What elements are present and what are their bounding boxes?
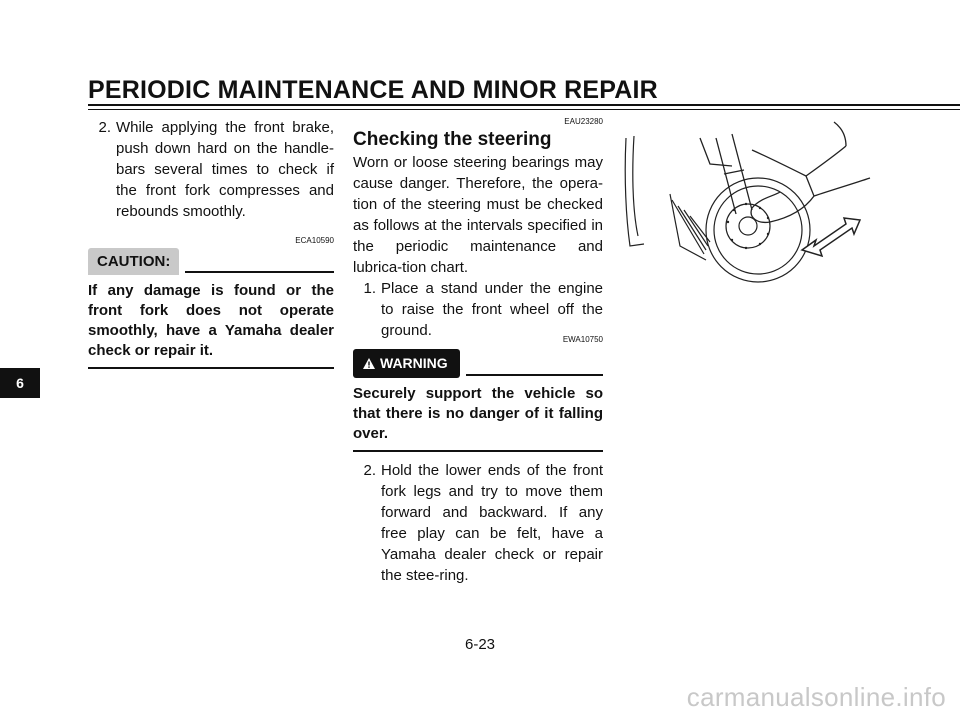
section-title: Checking the steering — [353, 129, 552, 150]
chapter-tab — [0, 368, 40, 398]
caution-label: CAUTION: — [88, 248, 179, 275]
middle-column — [353, 117, 603, 586]
step-1-stand — [353, 278, 603, 341]
chapter-number: 6 — [16, 375, 24, 391]
caution-rule — [185, 271, 334, 273]
step-2-fork-legs — [353, 460, 603, 586]
warning-code: EWA10750 — [562, 335, 603, 344]
warning-header — [353, 349, 603, 378]
step-2-front-fork — [88, 117, 334, 222]
warning-label-box — [353, 349, 460, 378]
caution-code: ECA10590 — [295, 236, 334, 245]
intro-paragraph: Worn or loose steering bearings may cause danger. Therefore, the opera-tion of the steering must be checked as follows at the intervals specified in the periodic maintenance and lubrica-tion chart. — [353, 154, 603, 276]
step-number: 2. — [363, 462, 376, 479]
caution-text: If any damage is found or the front fork does not operate smoothly, have a Yamaha dealer check or repair it. — [88, 281, 334, 369]
step-number: 1. — [363, 280, 376, 297]
left-column — [88, 117, 334, 369]
watermark: carmanualsonline.info — [686, 682, 946, 712]
caution-header — [88, 248, 334, 275]
warning-text: Securely support the vehicle so that there is no danger of it falling over. — [353, 384, 603, 452]
warning-triangle-icon — [363, 358, 375, 369]
step-number: 2. — [98, 119, 111, 136]
step-text: Hold the lower ends of the front fork legs and try to move them forward and backward. If any free play can be felt, have a Yamaha dealer check or repair the stee-ring. — [381, 462, 603, 584]
section-code: EAU23280 — [564, 117, 603, 126]
warning-rule — [466, 374, 603, 376]
header-rule — [88, 104, 960, 110]
page-title: PERIODIC MAINTENANCE AND MINOR REPAIR — [88, 76, 658, 104]
fork-check-illustration — [620, 118, 878, 296]
page-number: 6-23 — [464, 636, 496, 653]
warning-label: WARNING — [380, 355, 448, 371]
step-text: Place a stand under the engine to raise the front wheel off the ground. — [381, 280, 603, 339]
step-text: While applying the front brake, push down hard on the handle-bars several times to check if the front fork compresses and rebounds smoothly. — [116, 119, 334, 220]
